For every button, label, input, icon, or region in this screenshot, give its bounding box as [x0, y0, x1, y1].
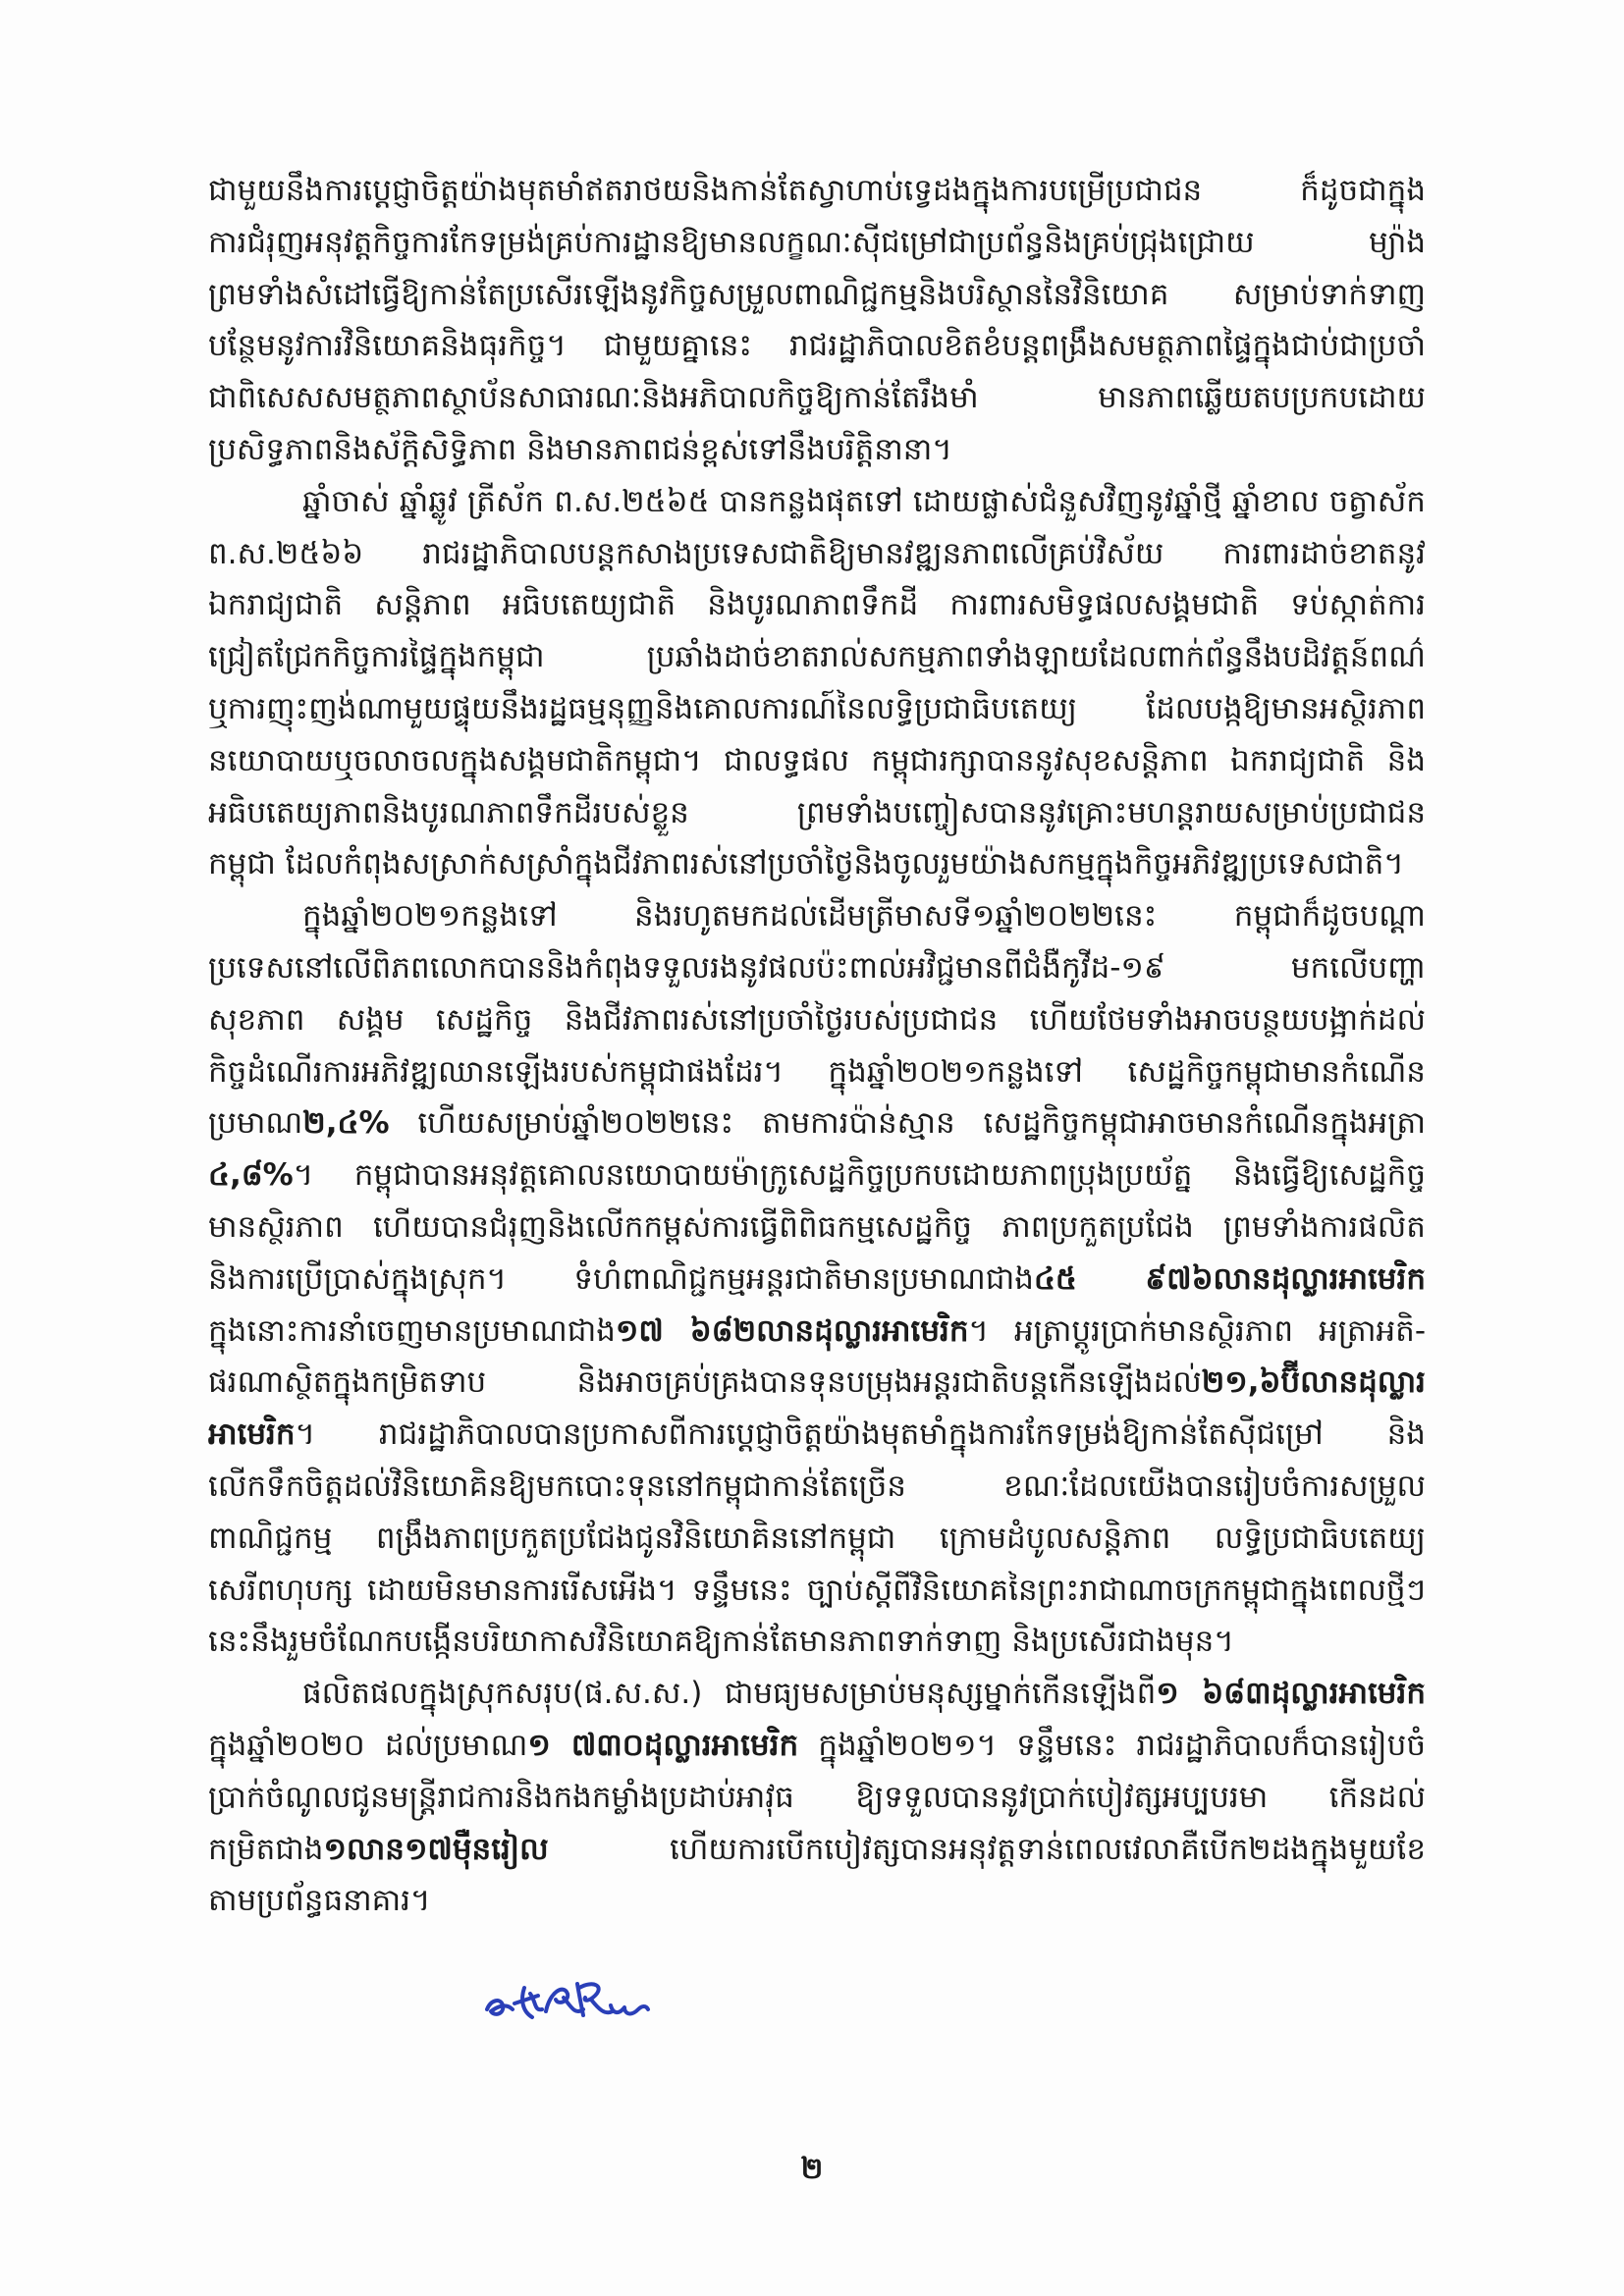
text-run: កិច្ចដំណើរការអភិវឌ្ឍឈានឡើងរបស់កម្ពុជាផងដែរ។ ក្នុងឆ្នាំ២០២១កន្លងទៅ សេដ្ឋកិច្ចកម្ពុជាមានកំណើន: [208, 1053, 1426, 1090]
text-run: ឆ្នាំចាស់ ឆ្នាំឆ្លូវ ត្រីស័ក ព.ស.២៥៦៥ បានកន្លងផុតទៅ ដោយផ្លាស់ជំនួសវិញនូវឆ្នាំថ្មី ឆ្នាំខាល ចត្វាស័ក: [302, 483, 1426, 519]
text-run: ។ អត្រាប្តូរប្រាក់មានស្ថិរភាព អត្រាអតិ-: [968, 1312, 1426, 1349]
text-line: [208, 1824, 1426, 1876]
bold-figure: ២,៤%: [302, 1105, 390, 1142]
text-run: ក្នុងឆ្នាំ២០២១។ ទន្ទឹមនេះ រាជរដ្ឋាភិបាលក៏បានរៀបចំ: [798, 1727, 1426, 1763]
text-line: [208, 1149, 1426, 1201]
text-run: នយោបាយឬចលាចលក្នុងសង្គមជាតិកម្ពុជា។ ជាលទ្ធផល កម្ពុជារក្សាបាននូវសុខសន្តិភាព ឯករាជ្យជាតិ និង: [208, 742, 1426, 778]
text-line: [208, 1565, 1426, 1617]
text-run: ឬការញុះញង់ណាមួយផ្ទុយនឹងរដ្ឋធម្មនុញ្ញនិងគោលការណ៍នៃលទ្ធិប្រជាធិបតេយ្យ ដែលបង្កឱ្យមានអស្ថិរភាព: [208, 690, 1426, 726]
text-run: បន្ថែមនូវការវិនិយោគនិងធុរកិច្ច។ ជាមួយគ្នានេះ រាជរដ្ឋាភិបាលខិតខំបន្តពង្រឹងសមត្ថភាពផ្ទៃក្នុងជាប់ជាប្រចាំ: [208, 328, 1426, 364]
text-line: [208, 838, 1426, 890]
text-run: ផរណាស្ថិតក្នុងកម្រិតទាប និងអាចគ្រប់គ្រងបានទុនបម្រុងអន្តរជាតិបន្តកើនឡើងដល់: [208, 1364, 1202, 1401]
text-line: [208, 994, 1426, 1046]
text-line: [208, 1513, 1426, 1565]
text-run: ។ កម្ពុជាបានអនុវត្តគោលនយោបាយម៉ាក្រូសេដ្ឋកិច្ចប្រកបដោយភាពប្រុងប្រយ័ត្ន និងធ្វើឱ្យសេដ្ឋកិច្ច: [293, 1157, 1426, 1194]
text-run: ផលិតផលក្នុងស្រុកសរុប(ផ.ស.ស.) ជាមធ្យមសម្រាប់មនុស្សម្នាក់កើនឡើងពី: [302, 1676, 1157, 1712]
text-line: [208, 528, 1426, 580]
text-run: ឯករាជ្យជាតិ សន្តិភាព អធិបតេយ្យជាតិ និងបូរណភាពទឹកដី ការពារសមិទ្ធផលសង្គមជាតិ ទប់ស្កាត់ការ: [208, 587, 1426, 623]
text-run: ហើយការបើកបៀវត្សបានអនុវត្តទាន់ពេលវេលាគឺបើក២ដងក្នុងមួយខែ: [548, 1831, 1426, 1867]
bold-figure: ១ ៦៨៣ដុល្លារអាមេរិក: [1156, 1676, 1426, 1712]
text-line: [208, 372, 1426, 424]
text-line: [208, 1046, 1426, 1098]
text-run: និងការប្រើប្រាស់ក្នុងស្រុក។ ទំហំពាណិជ្ជកម្មអន្តរជាតិមានប្រមាណជាង: [208, 1260, 1034, 1297]
text-run: ប្រមាណ: [208, 1105, 303, 1142]
text-run: ប្រសិទ្ធភាពនិងស័ក្តិសិទ្ធិភាព និងមានភាពជន់ខ្ពស់ទៅនឹងបរិត្តិនានា។: [208, 431, 952, 467]
text-run: ។ រាជរដ្ឋាភិបាលបានប្រកាសពីការប្តេជ្ញាចិត្តយ៉ាងមុតមាំក្នុងការកែទម្រង់ឱ្យកាន់តែស៊ីជម្រៅ និង: [295, 1416, 1426, 1453]
text-run: ជាពិសេសសមត្ថភាពស្ថាប័នសាធារណៈនិងអភិបាលកិច្ចឱ្យកាន់តែរឹងមាំ មានភាពឆ្លើយតបប្រកបដោយ: [208, 380, 1426, 416]
page-number: ២: [800, 2152, 824, 2186]
text-line: [208, 1357, 1426, 1409]
text-line: [208, 1306, 1426, 1358]
text-run: អធិបតេយ្យភាពនិងបូរណភាពទឹកដីរបស់ខ្លួន ព្រមទាំងបញ្ចៀសបាននូវគ្រោះមហន្តរាយសម្រាប់ប្រជាជន: [208, 794, 1426, 830]
text-line: [208, 1254, 1426, 1306]
text-run: លើកទឹកចិត្តដល់វិនិយោគិនឱ្យមកបោះទុននៅកម្ពុជាកាន់តែច្រើន ខណៈដែលយើងបានរៀបចំការសម្រួល: [208, 1468, 1426, 1504]
text-line: [208, 1097, 1426, 1149]
text-line: [208, 735, 1426, 787]
text-run: ក្នុងឆ្នាំ២០២១កន្លងទៅ និងរហូតមកដល់ដើមត្រីមាសទី១ឆ្នាំ២០២២នេះ កម្ពុជាក៏ដូចបណ្តា: [302, 898, 1426, 934]
bold-figure: ១៧ ៦៨២លានដុល្លារអាមេរិក: [615, 1312, 969, 1349]
text-run: កម្រិតជាង: [208, 1831, 324, 1867]
text-line: [208, 269, 1426, 321]
text-run: សេរីពហុបក្ស ដោយមិនមានការរើសអើង។ ទន្ទឹមនេះ ច្បាប់ស្តីពីវិនិយោគនៃព្រះរាជាណាចក្រកម្ពុជាក្នុងពេលថ្មីៗ: [208, 1572, 1426, 1608]
bold-figure: ១ ៧៣០ដុល្លារអាមេរិក: [527, 1727, 799, 1763]
text-run: នេះនឹងរួមចំណែកបង្កើនបរិយាកាសវិនិយោគឱ្យកាន់តែមានភាពទាក់ទាញ និងប្រសើរជាងមុន។: [208, 1624, 1234, 1660]
text-run: មានស្ថិរភាព ហើយបានជំរុញនិងលើកកម្ពស់ការធ្វើពិពិធកម្មសេដ្ឋកិច្ច ភាពប្រកួតប្រជែង ព្រមទាំងការផលិត: [208, 1208, 1426, 1245]
text-line: [208, 890, 1426, 942]
text-line: [208, 1720, 1426, 1772]
bold-figure: ៤,៨%: [208, 1157, 294, 1194]
text-run: ពាណិជ្ជកម្ម ពង្រឹងភាពប្រកួតប្រជែងជូនវិនិយោគិននៅកម្ពុជា ក្រោមដំបូលសន្តិភាព លទ្ធិប្រជាធិបតេយ្យ: [208, 1520, 1426, 1556]
text-run: សុខភាព សង្គម សេដ្ឋកិច្ច និងជីវភាពរស់នៅប្រចាំថ្ងៃរបស់ប្រជាជន ហើយថែមទាំងអាចបន្ថយបង្អាក់ដល់: [208, 1001, 1426, 1038]
text-line: [208, 424, 1426, 476]
text-run: ជ្រៀតជ្រែកកិច្ចការផ្ទៃក្នុងកម្ពុជា ប្រឆាំងដាច់ខាតរាល់សកម្មភាពទាំងឡាយដែលពាក់ព័ន្ធនឹងបដិវត្តន៍ពណ៌: [208, 639, 1426, 675]
bold-figure: ២១,៦ប៊ីលានដុល្លារ: [1201, 1364, 1426, 1401]
text-line: [208, 1668, 1426, 1720]
handwritten-signature: [481, 1966, 654, 2029]
text-line: [208, 1409, 1426, 1461]
text-run: តាមប្រព័ន្ធធនាគារ។: [208, 1883, 431, 1919]
text-run: ព្រមទាំងសំដៅធ្វើឱ្យកាន់តែប្រសើរឡើងនូវកិច្ចសម្រួលពាណិជ្ជកម្មនិងបរិស្ថាននៃវិនិយោគ សម្រាប់ទាក់ទាញ: [208, 276, 1426, 312]
text-line: [208, 631, 1426, 683]
text-run: ប្រទេសនៅលើពិភពលោកបាននិងកំពុងទទួលរងនូវផលប៉ះពាល់អវិជ្ជមានពីជំងឺកូវីដ-១៩ មកលើបញ្ហា: [208, 949, 1426, 986]
bold-figure: ៤៥ ៩៧៦លានដុល្លារអាមេរិក: [1033, 1260, 1426, 1297]
text-line: [208, 1616, 1426, 1668]
text-run: ជាមួយនឹងការប្តេជ្ញាចិត្តយ៉ាងមុតមាំឥតរាថយនិងកាន់តែស្វាហាប់ទ្វេដងក្នុងការបម្រើប្រជាជន ក៏ដូចជាក្នុង: [208, 173, 1426, 208]
text-line: [208, 165, 1426, 217]
text-line: [208, 683, 1426, 735]
document-body: [208, 165, 1426, 1927]
text-line: [208, 1201, 1426, 1254]
text-run: ព.ស.២៥៦៦ រាជរដ្ឋាភិបាលបន្តកសាងប្រទេសជាតិឱ្យមានវឌ្ឍនភាពលើគ្រប់វិស័យ ការពារដាច់ខាតនូវ: [208, 535, 1426, 571]
text-run: ការជំរុញអនុវត្តកិច្ចការកែទម្រង់គ្រប់ការដ្ឋានឱ្យមានលក្ខណៈស៊ីជម្រៅជាប្រព័ន្ធនិងគ្រប់ជ្រុងជ្រោយ ម្យ៉ាង: [208, 224, 1426, 260]
text-run: ក្នុងនោះការនាំចេញមានប្រមាណជាង: [208, 1312, 616, 1349]
text-line: [208, 320, 1426, 372]
text-run: ក្នុងឆ្នាំ២០២០ ដល់ប្រមាណ: [208, 1727, 528, 1763]
text-run: កម្ពុជា ដែលកំពុងសស្រាក់សស្រាំក្នុងជីវភាពរស់នៅប្រចាំថ្ងៃនិងចូលរួមយ៉ាងសកម្មក្នុងកិច្ចអភិវឌ្ឍប្រទេសជាតិ។: [208, 846, 1404, 882]
text-line: [208, 1461, 1426, 1513]
text-line: [208, 787, 1426, 839]
text-line: [208, 1772, 1426, 1824]
text-line: [208, 476, 1426, 528]
bold-figure: អាមេរិក: [208, 1416, 296, 1453]
text-line: [208, 1875, 1426, 1927]
text-line: [208, 217, 1426, 269]
text-line: [208, 942, 1426, 994]
bold-figure: ១លាន១៧ម៉ឺនរៀល: [323, 1831, 549, 1867]
text-run: ហើយសម្រាប់ឆ្នាំ២០២២នេះ តាមការប៉ាន់ស្មាន សេដ្ឋកិច្ចកម្ពុជាអាចមានកំណើនក្នុងអត្រា: [389, 1105, 1426, 1142]
text-line: [208, 579, 1426, 631]
text-run: ប្រាក់ចំណូលជូនមន្ត្រីរាជការនិងកងកម្លាំងប្រដាប់អាវុធ ឱ្យទទួលបាននូវប្រាក់បៀវត្សអប្បបរមា កើនដល់: [208, 1779, 1426, 1815]
